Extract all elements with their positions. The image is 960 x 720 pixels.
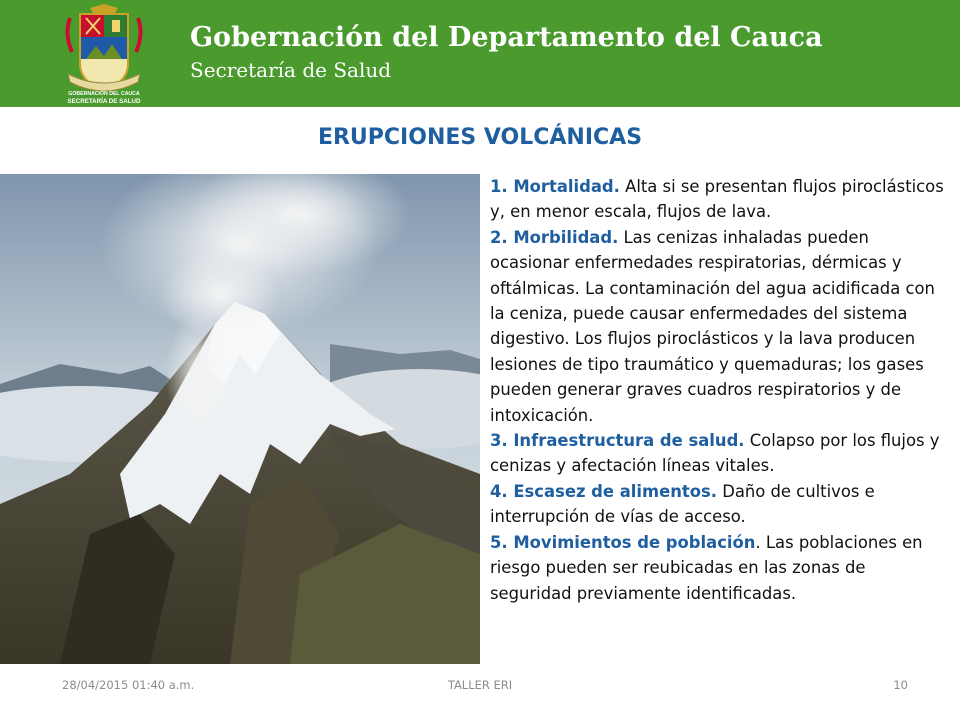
item-text: Daño de cultivos e interrupción de vías de acceso. — [490, 481, 875, 527]
list-item-morbilidad — [490, 225, 948, 428]
slide-title: ERUPCIONES VOLCÁNICAS — [317, 125, 643, 150]
list-item-poblacion — [490, 530, 948, 606]
footer-center-text: TALLER ERI — [447, 678, 513, 692]
item-label: 2. Morbilidad. — [490, 227, 619, 247]
item-text: . Las poblaciones en riesgo pueden ser reubicadas en las zonas de seguridad previamente identificadas. — [490, 532, 923, 603]
item-text: Las cenizas inhaladas pueden ocasionar enfermedades respiratorias, dérmicas y oftálmicas. La contaminación del agua acidificada con la ceniza, puede causar enfermedades del sistema digestivo. Los flujos piroclásticos y la lava producen lesiones de tipo traumático y quemaduras; los gases pueden generar graves cuadros respiratorios y de intoxicación. — [490, 227, 935, 425]
footer-page-number: 10 — [893, 678, 908, 692]
item-label: 5. Movimientos de población — [490, 532, 756, 552]
item-label: 3. Infraestructura de salud. — [490, 431, 745, 451]
item-label: 4. Escasez de alimentos. — [490, 481, 717, 501]
header-title: Gobernación del Departamento del Cauca — [190, 22, 823, 53]
list-item-alimentos — [490, 479, 948, 530]
header-subtitle: Secretaría de Salud — [190, 58, 392, 82]
content-list — [490, 174, 948, 606]
logo-text-line1: GOBERNACIÓN DEL CAUCA — [68, 91, 140, 97]
header-banner — [0, 0, 960, 107]
item-text: Alta si se presentan flujos piroclásticos y, en menor escala, flujos de lava. — [490, 177, 944, 222]
logo-text-line2: SECRETARÍA DE SALUD — [67, 98, 141, 105]
footer-date: 28/04/2015 01:40 a.m. — [62, 678, 195, 692]
volcano-photo — [0, 174, 480, 664]
coat-of-arms-logo — [50, 4, 158, 108]
item-label: 1. Mortalidad. — [490, 177, 620, 196]
list-item-mortalidad — [490, 174, 948, 225]
item-text: Colapso por los flujos y cenizas y afectación líneas vitales. — [490, 431, 940, 476]
list-item-infraestructura — [490, 428, 948, 479]
